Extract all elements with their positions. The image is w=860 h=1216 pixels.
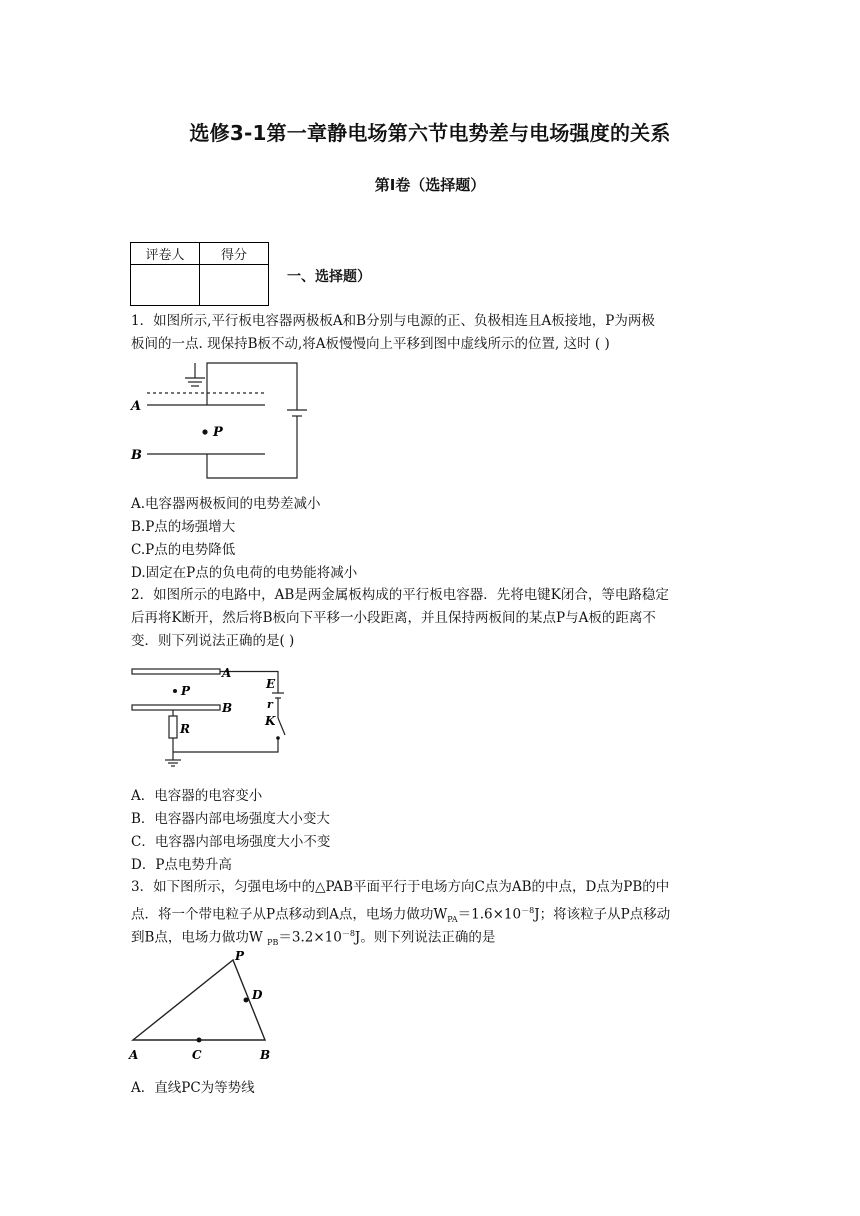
part-title: 第I卷（选择题）: [374, 176, 486, 194]
question-3-line-3-text-a: 到B点，电场力做功W: [131, 929, 268, 946]
section-title: 一、选择题）: [287, 269, 371, 285]
label-p: P: [235, 949, 245, 963]
label-d: D: [252, 988, 263, 1002]
question-3-line-2-text-a: 点．将一个带电粒子从P点移动到A点，电场力做功W: [131, 906, 448, 923]
subscript-pa: PA: [447, 915, 458, 925]
question-3-line-1: 3．如下图所示，匀强电场中的△PAB平面平行于电场方向C点为AB的中点，D点为PB的中: [131, 879, 670, 895]
label-p: P: [181, 684, 191, 698]
question-3-option-a: A．直线PC为等势线: [131, 1080, 255, 1096]
label-a: A: [129, 1048, 139, 1062]
wire-bottom: [173, 738, 278, 752]
question-2-option-c: C．电容器内部电场强度大小不变: [131, 834, 331, 850]
plate-b: [132, 705, 220, 710]
question-3-line-2-text-b: ＝1.6×10: [457, 906, 522, 923]
superscript-exponent: －8: [341, 929, 355, 938]
label-p: P: [213, 425, 223, 440]
label-a: A: [131, 399, 142, 414]
label-e: E: [266, 677, 276, 691]
question-2-line-1: 2．如图所示的电路中，AB是两金属板构成的平行板电容器．先将电键K闭合，等电路稳定: [131, 587, 669, 603]
label-c: C: [192, 1048, 202, 1062]
score-table: [130, 242, 269, 306]
score-table-grader-cell: [131, 265, 200, 306]
question-2-option-b: B．电容器内部电场强度大小变大: [131, 811, 330, 827]
question-2-option-a: A．电容器的电容变小: [131, 788, 263, 804]
label-b: B: [131, 448, 142, 463]
superscript-exponent: －8: [521, 906, 535, 915]
point-p-dot: [173, 689, 177, 693]
question-3-line-3-text-c: J。则下列说法正确的是: [354, 929, 496, 946]
question-3-line-3-text-b: ＝3.2×10: [278, 929, 342, 946]
label-r-internal: r: [267, 698, 273, 711]
label-a: A: [222, 666, 232, 680]
switch-pivot: [276, 736, 280, 740]
question-1-option-a: A.电容器两极板间的电势差减小: [131, 496, 321, 512]
label-k: K: [265, 714, 276, 728]
resistor-r: [169, 716, 177, 738]
question-2-figure: [128, 660, 308, 772]
score-table-score-cell: [200, 265, 269, 306]
question-1-option-d: D.固定在P点的负电荷的电势能将减小: [131, 565, 358, 581]
switch-k: [278, 718, 285, 735]
point-p-dot: [202, 429, 207, 434]
question-2-line-3: 变．则下列说法正确的是( ): [131, 633, 295, 649]
subscript-pb: PB: [267, 938, 279, 948]
question-2-option-d: D．P点电势升高: [131, 857, 232, 873]
label-b: B: [222, 701, 233, 715]
question-1-line-2: 板间的一点. 现保持B板不动,将A板慢慢向上平移到图中虚线所示的位置, 这时 ( ): [131, 336, 610, 352]
question-1-option-b: B.P点的场强增大: [131, 519, 236, 535]
question-1-figure: [125, 358, 315, 483]
label-r-resistor: R: [180, 722, 190, 736]
question-3-figure: [125, 948, 285, 1066]
point-c-dot: [197, 1038, 202, 1043]
question-2-line-2: 后再将K断开，然后将B板向下平移一小段距离，并且保持两板间的某点P与A板的距离不: [131, 610, 656, 626]
page-title: 选修3-1第一章静电场第六节电势差与电场强度的关系: [189, 121, 671, 145]
circuit-wire-top: [207, 363, 297, 410]
question-3-line-2-text-c: J；将该粒子从P点移动: [534, 906, 671, 923]
label-b: B: [260, 1048, 271, 1062]
plate-a: [132, 669, 220, 674]
score-table-score-header: 得分: [200, 243, 269, 265]
question-1-option-c: C.P点的电势降低: [131, 542, 236, 558]
score-table-grader-header: 评卷人: [131, 243, 200, 265]
point-d-dot: [244, 998, 249, 1003]
question-1-line-1: 1．如图所示,平行板电容器两极板A和B分别与电源的正、负极相连且A板接地，P为两极: [131, 313, 655, 329]
